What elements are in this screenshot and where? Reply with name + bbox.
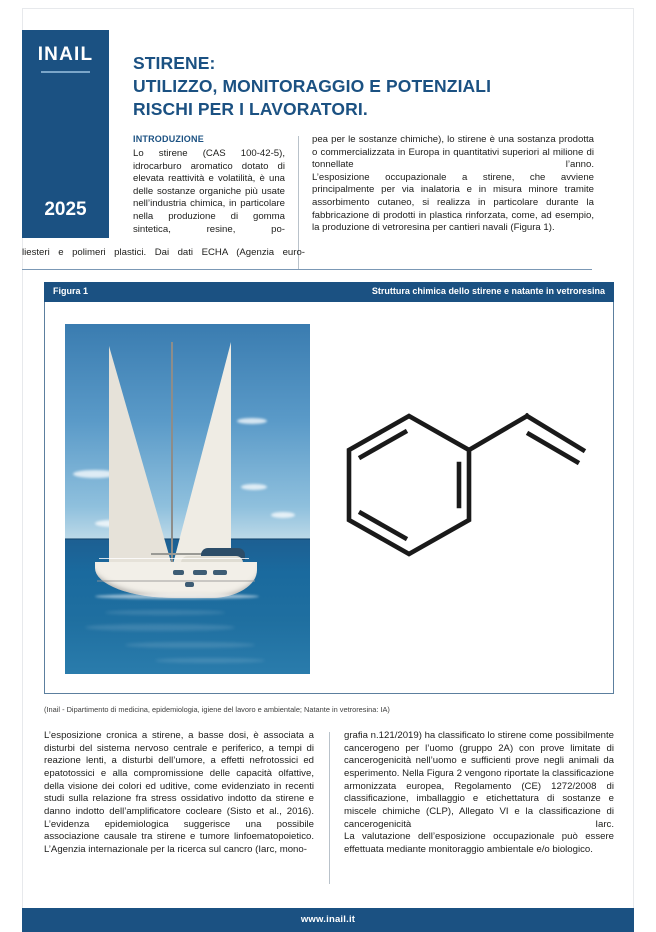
intro-right-paragraph-2: L’esposizione occupazionale a stirene, che avviene principalmente per via inalatoria e in misura minore tramite assorbimento cutaneo, si realizza in particolare durante la fabbricazione di prodotti in plastica rinforzata, come, ad esempio, la produzione di vetroresina per cantieri navali (Figura 1). [312,171,594,234]
cabin-window [173,570,184,575]
header-divider-rule [22,269,592,270]
title-line-2: UTILIZZO, MONITORAGGIO E POTENZIALI [133,76,492,96]
inail-logo-text: INAIL [37,44,94,65]
hull-stripe [97,580,255,582]
deck-rail [99,558,249,559]
hull-porthole [185,582,194,587]
figure-caption: (Inail - Dipartimento di medicina, epidemiologia, igiene del lavoro e ambientale; Natante in vetroresina: IA) [44,705,390,714]
styrene-chemical-structure [331,372,593,622]
body-column-divider [329,732,330,884]
sea-reflection [85,624,235,631]
body-left-column [44,730,314,857]
jib-sail [109,346,171,562]
main-sail [173,342,231,564]
figure-title: Struttura chimica dello stirene e natante in vetroresina [371,286,605,296]
publication-year: 2025 [44,199,87,220]
cabin-window [193,570,207,575]
intro-heading: INTRODUZIONE [133,134,204,144]
inail-logo-block [22,30,109,238]
intro-right-paragraph-1: pea per le sostanze chimiche), lo stirene è una sostanza prodotta o commercializzata in Europa in quantitativi superiori al milione di tonnellate l’anno. [312,134,594,171]
intro-wrap-line: liesteri e polimeri plastici. Dai dati ECHA (Agenzia euro- [22,247,305,258]
waterline-foam [95,594,259,599]
mast [171,342,173,568]
intro-left-column [133,134,285,236]
cloud-icon [241,484,267,490]
sea-reflection [105,610,225,615]
title-line-1: STIRENE: [133,53,216,73]
cabin-window [213,570,227,575]
page-footer [22,908,634,932]
figure-body [44,302,614,694]
intro-right-column [312,134,594,235]
body-right-paragraph-2: La valutazione dell’esposizione occupazionale può essere effettuata mediante monitoraggio ambientale e/o biologico. [344,831,614,855]
styrene-structure-svg [331,372,593,622]
page-title [133,52,593,121]
figure-title-bar [44,282,614,302]
sea-reflection [125,642,255,648]
figure-1 [44,282,614,694]
cloud-icon [271,512,295,518]
figure-label: Figura 1 [53,286,89,296]
body-left-paragraph: L’esposizione cronica a stirene, a basse dosi, è associata a disturbi del sistema nervoso centrale e periferico, a tempi di reazione lenti, a disturbi dell’umore, a effetti nefrotossici ed epatotossici e alla compromissione delle capacità olfattive, della visione dei colori ed uditive, come evidenziato in recenti studi sulla relazione fra stress ossidativo indotto da stirene e danno indotto dell’amplificatore cocleare (Sisto et al., 2016). L’evidenza epidemiologica suggerisce una possibile associazione causale tra stirene e tumore linfoematopoietico. L’Agenzia internazionale per la ricerca sul cancro (Iarc, mono- [44,730,314,855]
logo-underline-decoration [41,71,90,73]
footer-url[interactable]: www.inail.it [300,914,356,925]
cloud-icon [237,418,267,424]
intro-left-paragraph: Lo stirene (CAS 100-42-5), idrocarburo aromatico dotato di elevata reattività e volatilità, è una delle sostanze organiche più usate nell’industria chimica, in particolare nella produzione di gomma sintetica, resine, po- [133,148,285,235]
body-right-paragraph-1: grafia n.121/2019) ha classificato lo stirene come possibilmente cancerogeno per l’uomo (gruppo 2A) con prove limitate di cancerogenicità nell’uomo e sufficienti prove negli animali da esperimento. Nella Figura 2 vengono riportate la classificazione armonizzata europea, Regolamento (CE) 1272/2008 di classificazione, imballaggio e etichettatura di sostanze e miscele chimiche (CLP), Allegato VI e la classificazione di cancerogenicità Iarc. [344,730,614,830]
sea-reflection [155,658,265,663]
title-line-3: RISCHI PER I LAVORATORI. [133,99,368,119]
sailboat-photo [65,324,310,674]
body-right-column [344,730,614,857]
